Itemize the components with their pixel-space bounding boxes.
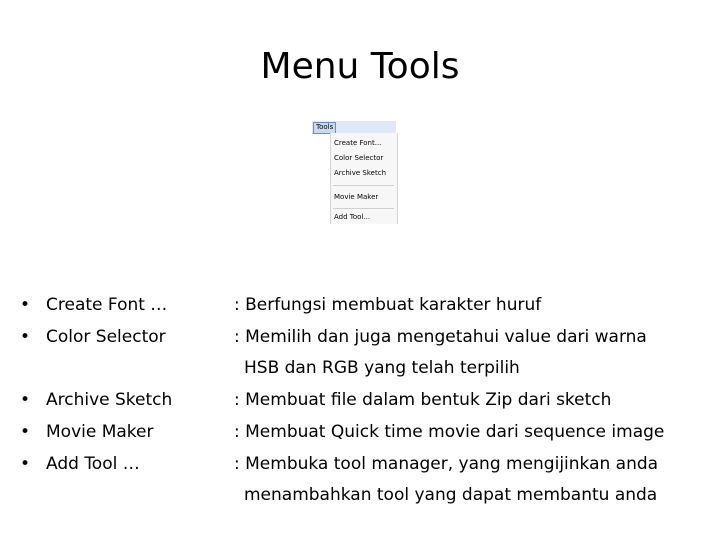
menu-title-tools[interactable]: Tools [313, 122, 336, 134]
tool-name: Add Tool … [46, 454, 140, 474]
list-item-movie-maker [20, 416, 172, 448]
menu-item-add-tool[interactable]: Add Tool... [334, 213, 371, 221]
tool-name: Color Selector [46, 327, 166, 347]
desc-add-tool-cont: menambahkan tool yang dapat membantu anda [244, 485, 658, 505]
tool-list-bottom [20, 384, 172, 480]
desc-create-font: : Berfungsi membuat karakter huruf [234, 295, 542, 315]
menu-item-color-selector[interactable]: Color Selector [334, 154, 384, 162]
desc-archive-sketch: : Membuat file dalam bentuk Zip dari sketch [234, 390, 612, 410]
list-item-create-font [20, 289, 167, 321]
tool-name: Create Font … [46, 295, 168, 315]
bullet: • [20, 327, 31, 347]
slide-title: Menu Tools [260, 46, 460, 87]
bullet: • [20, 295, 31, 315]
bullet: • [20, 422, 31, 442]
menu-separator [333, 185, 394, 186]
tool-name: Movie Maker [46, 422, 154, 442]
list-item-color-selector [20, 321, 167, 353]
desc-color-selector: : Memilih dan juga mengetahui value dari warna [234, 327, 647, 347]
desc-movie-maker: : Membuat Quick time movie dari sequence image [234, 422, 665, 442]
list-item-archive-sketch [20, 384, 172, 416]
bullet: • [20, 390, 31, 410]
menu-item-archive-sketch[interactable]: Archive Sketch [334, 169, 387, 177]
menu-item-create-font[interactable]: Create Font... [334, 139, 382, 147]
desc-color-selector-cont: HSB dan RGB yang telah terpilih [244, 358, 520, 378]
list-item-add-tool [20, 448, 172, 480]
bullet: • [20, 454, 31, 474]
menu-separator [333, 208, 394, 209]
tools-menu-screenshot [312, 121, 396, 224]
desc-add-tool: : Membuka tool manager, yang mengijinkan anda [234, 454, 659, 474]
menu-item-movie-maker[interactable]: Movie Maker [334, 193, 379, 201]
tool-list-top [20, 289, 167, 353]
tool-name: Archive Sketch [46, 390, 173, 410]
menu-dropdown [330, 133, 398, 224]
